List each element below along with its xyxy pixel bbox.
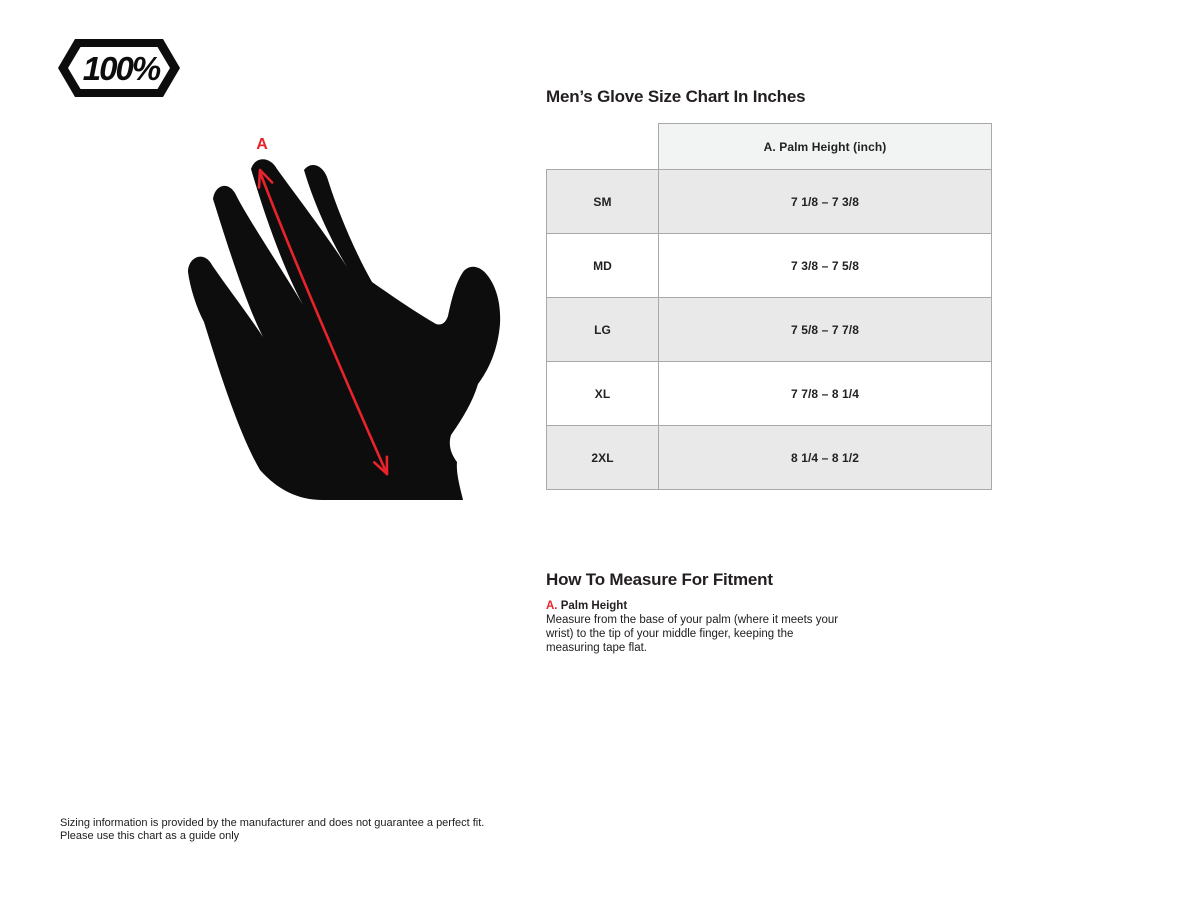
brand-logo — [58, 33, 180, 103]
palm-height-cell: 7 5/8 – 7 7/8 — [659, 298, 992, 362]
palm-height-cell: 7 7/8 – 8 1/4 — [659, 362, 992, 426]
table-row — [547, 298, 992, 362]
size-cell: LG — [547, 298, 659, 362]
table-row — [547, 170, 992, 234]
palm-height-cell: 7 1/8 – 7 3/8 — [659, 170, 992, 234]
measure-item-name: Palm Height — [560, 600, 628, 612]
disclaimer-line-1: Sizing information is provided by the manufacturer and does not guarantee a perfect fit. — [60, 817, 485, 829]
palm-height-cell: 7 3/8 – 7 5/8 — [659, 234, 992, 298]
size-chart-title: Men’s Glove Size Chart In Inches — [546, 87, 806, 106]
size-cell: MD — [547, 234, 659, 298]
palm-height-column-header: A. Palm Height (inch) — [659, 124, 992, 170]
table-row — [547, 362, 992, 426]
size-cell: SM — [547, 170, 659, 234]
table-row — [547, 234, 992, 298]
measure-point-a-label: A — [256, 136, 268, 153]
how-to-measure-section — [546, 571, 866, 655]
table-header-row — [547, 124, 992, 170]
measure-item-key: A. — [546, 600, 558, 612]
measure-item-description: Measure from the base of your palm (where it meets your wrist) to the tip of your middle finger, keeping the measuring tape flat. — [546, 614, 839, 654]
table-corner-cell — [547, 124, 659, 170]
table-row — [547, 426, 992, 490]
brand-logo-text: 100% — [82, 50, 160, 87]
glove-silhouette-icon — [188, 159, 500, 500]
how-to-measure-title: How To Measure For Fitment — [546, 570, 773, 589]
size-chart-table — [546, 123, 992, 490]
size-cell: XL — [547, 362, 659, 426]
disclaimer-line-2: Please use this chart as a guide only — [60, 829, 240, 842]
glove-measurement-figure — [180, 112, 520, 504]
size-cell: 2XL — [547, 426, 659, 490]
palm-height-cell: 8 1/4 – 8 1/2 — [659, 426, 992, 490]
hexagon-badge-icon — [58, 33, 180, 103]
measure-item-label — [546, 599, 866, 613]
sizing-disclaimer — [60, 817, 484, 842]
